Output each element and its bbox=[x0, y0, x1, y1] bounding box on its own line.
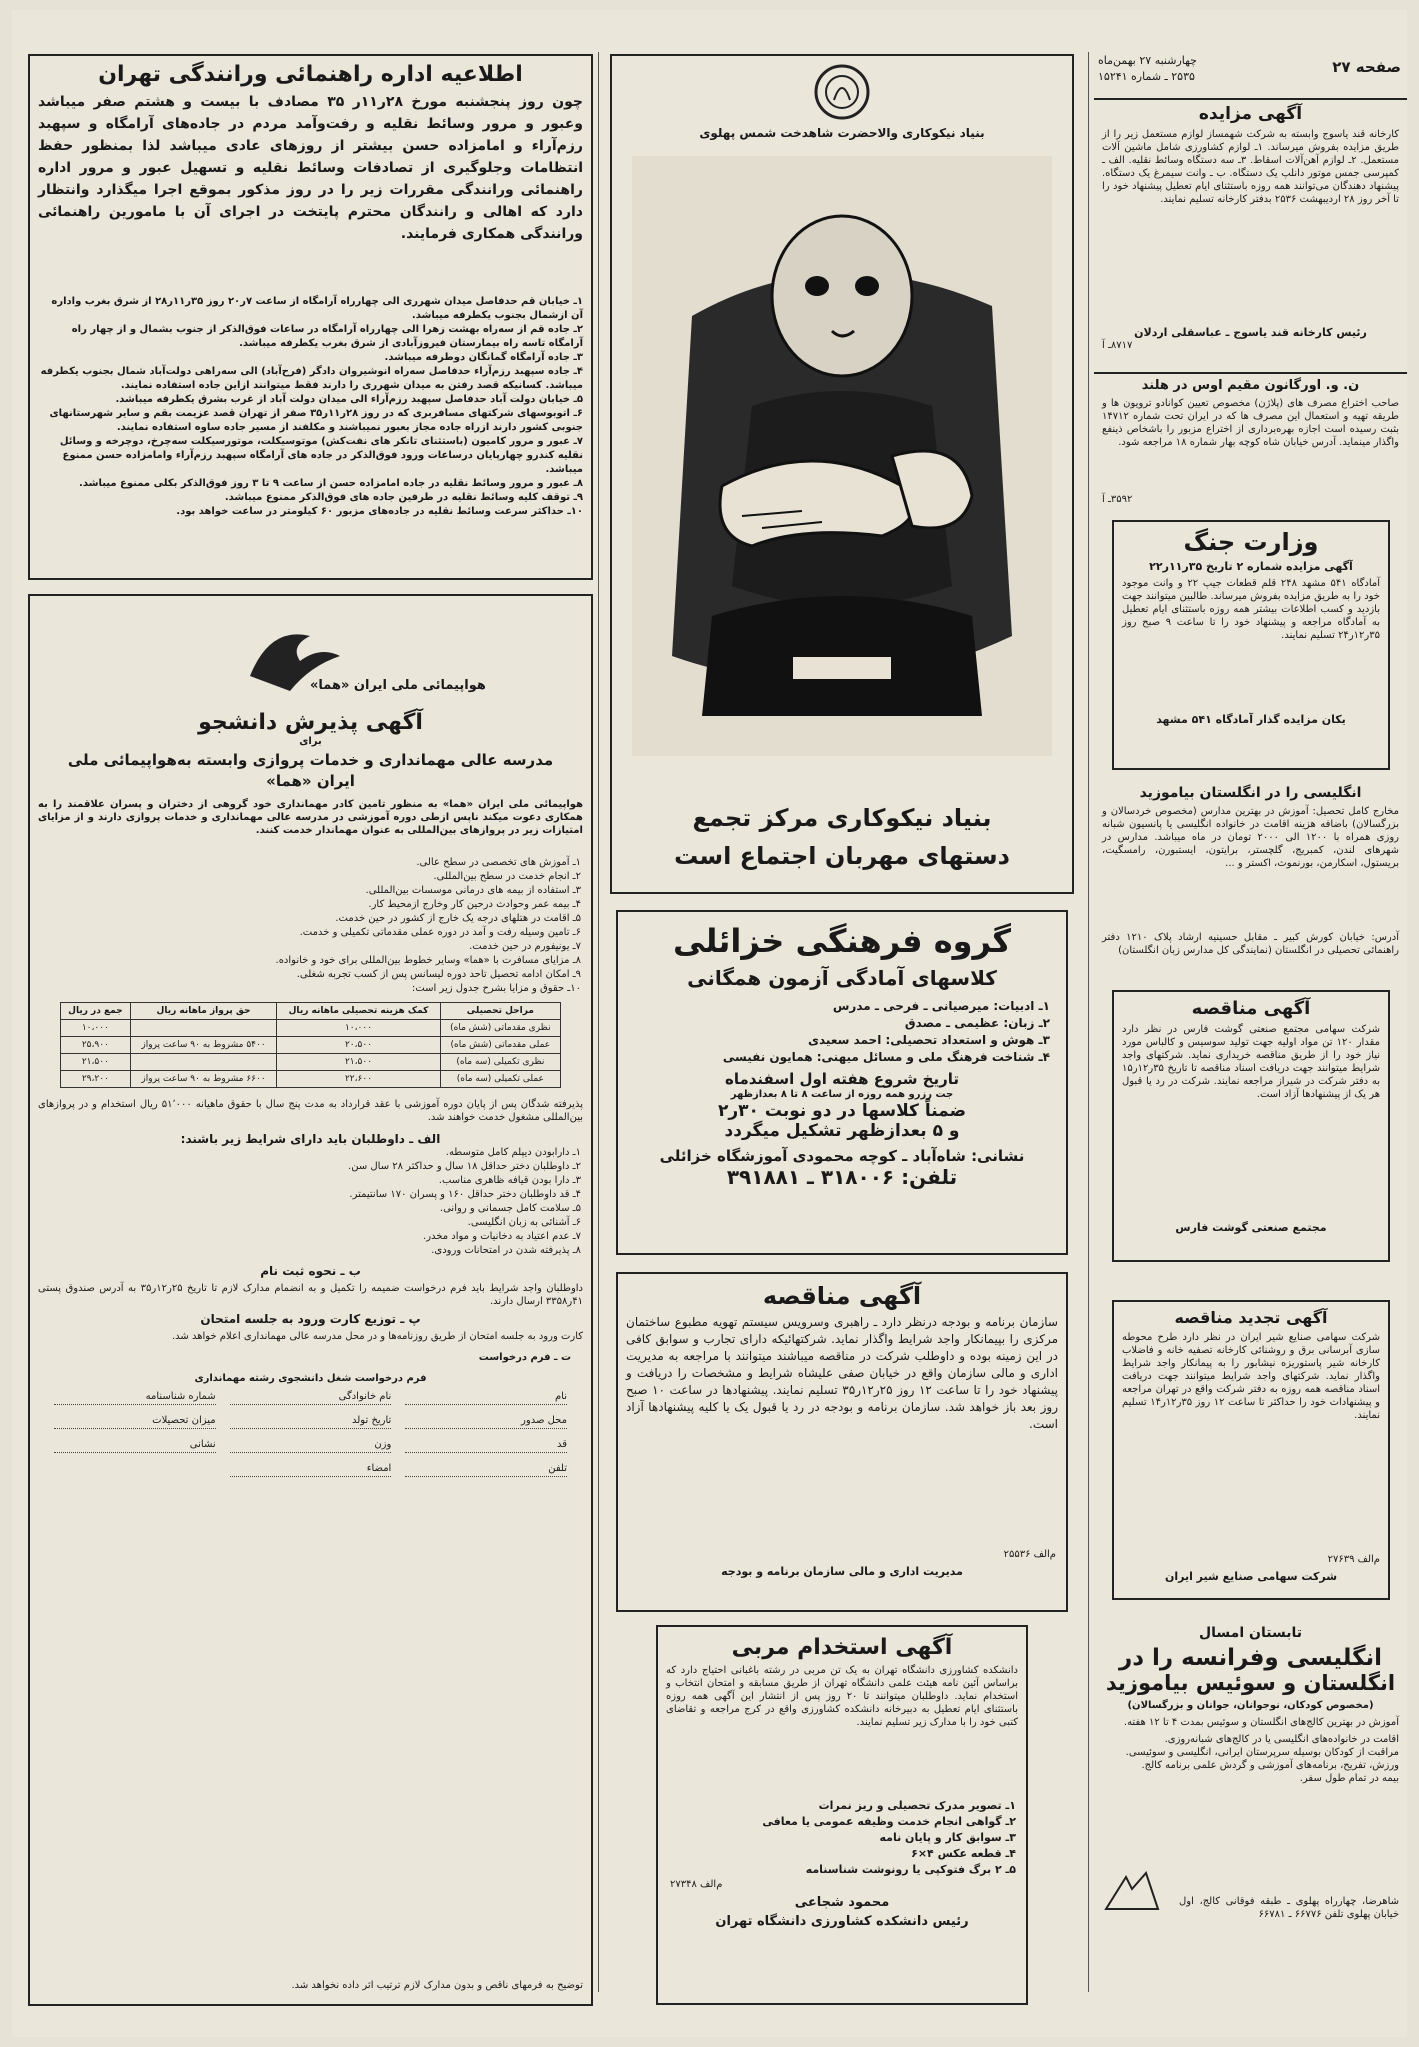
patent-body: صاحب اختراع مصرف های (پلاژن) مخصوص تعیین کوانادو ترویون ها و طریقه تهیه و استعمال این مصرف ها که در ایران تحت شماره ۱۴۷۱۲ بثبت رسیده است اجازه بهره‌برداری از اختراع مزبور را باشخاص ذینفع واگذار مینماید. آدرس خیابان شاه کوچه بهار شماره ۱۸ مراجعه شود. bbox=[1102, 398, 1399, 448]
homa-after-table: پذیرفته شدگان پس از پایان دوره آموزشی با عقد قرارداد به مدت پنج سال با حقوق ماهیانه ۵۱٬۰۰۰ ریال استخدام و در پروازهای بین‌المللی مشغول خدمت خواهند شد. bbox=[38, 1099, 583, 1123]
auction-title: آگهی مزایده bbox=[1198, 104, 1303, 124]
homa-condition: ۳ـ دارا بودن قیافه ظاهری مناسب. bbox=[438, 1175, 581, 1186]
traffic-rule: ۱۰ـ حداکثر سرعت وسائط نقلیه در جاده‌های مزبور ۶۰ کیلومتر در ساعت خواهد بود. bbox=[176, 506, 583, 517]
table-header: کمک هزینه تحصیلی ماهانه ریال bbox=[277, 1003, 440, 1020]
form-field: وزن bbox=[230, 1439, 392, 1453]
charity-slogan-1: بنیاد نیکوکاری مرکز تجمع bbox=[692, 804, 992, 832]
homa-condition: ۲ـ داوطلبان دختر حداقل ۱۸ سال و حداکثر ۲۸ سال سن. bbox=[348, 1161, 581, 1172]
meat-tender-title: آگهی مناقصه bbox=[1191, 998, 1311, 1019]
karaj-doc: ۳ـ سوابق کار و پایان نامه bbox=[879, 1831, 1016, 1844]
homa-intro: هواپیمائی ملی ایران «هما» به منظور تامین کادر مهمانداری خود گروهی از دختران و پسران علاقمند را به همکاری دعوت میکند ناپس ازطی دوره آموزشی در مدرسه عالی مهمانداری و خدمات پروازی دارند و از مزایای امتیازات زیر در پروازهای بین‌المللی به عنوان مهماندار خدمت کنند. bbox=[38, 799, 583, 836]
traffic-rule: ۵ـ خیابان دولت آباد حدفاصل سپهبد رزم‌آراء الی میدان دولت آباد از غرب بشرق یکطرفه میباشد. bbox=[115, 394, 583, 405]
form-field: تاریخ تولد bbox=[230, 1415, 392, 1429]
homa-footer: توضیح به فرمهای ناقص و بدون مدارک لازم ترتیب اثر داده نخواهد شد. bbox=[291, 1980, 583, 1991]
table-cell: عملی تکمیلی (سه ماه) bbox=[440, 1071, 560, 1088]
war-ministry-signature: یکان مزایده گذار آمادگاه ۵۴۱ مشهد bbox=[1156, 713, 1346, 726]
table-cell: نظری تکمیلی (سه ماه) bbox=[440, 1054, 560, 1071]
war-ministry-body: آمادگاه ۵۴۱ مشهد ۲۴۸ قلم قطعات جیپ ۲۲ و وانت موجود خود را به طریق مزایده بفروش میرساند. طالبین میتوانند جهت بازدید و کسب اطلاعات بیشتر همه روزه باستثنای ایام تعطیل به آمادگاه مراجعه و پیشنهاد خود را تا ساعت ۹ صبح روز ۳۵ر۱۲ر۲۴ تسلیم نمایند. bbox=[1122, 578, 1380, 641]
table-cell: ۲۱،۵۰۰ bbox=[61, 1054, 131, 1071]
form-field: میزان تحصیلات bbox=[54, 1415, 216, 1429]
table-cell: ۲۱،۵۰۰ bbox=[277, 1054, 440, 1071]
homa-benefit: ۶ـ تامین وسیله رفت و آمد در دوره عملی مقدماتی تکمیلی و خدمت. bbox=[299, 927, 581, 938]
khazaeli-sessions-2: و ۵ بعدازظهر تشکیل میگردد bbox=[724, 1121, 960, 1141]
table-cell: ۲۹،۲۰۰ bbox=[61, 1071, 131, 1088]
form-field: محل صدور bbox=[405, 1415, 567, 1429]
traffic-rule: ۱ـ خیابان قم حدفاصل میدان شهرری الی چهارراه آرامگاه از ساعت ۷ر۲۰ روز ۳۵ر۱۱ر۲۸ از شرق بغرب واداره آن ازشمال بجنوب یکطرفه میباشد. bbox=[51, 296, 583, 321]
page-number: صفحه ۲۷ bbox=[1332, 58, 1401, 76]
traffic-rule: ۴ـ جاده سپهبد رزم‌آراء حدفاصل سه‌راه انوشیروان دادگر (فرح‌آباد) الی سه‌راهی دولت‌آباد شمال بجنوب یکطرفه میباشد. کسانیکه قصد رفتن به میدان شهرری را دارند فقط میتوانند ازاین جاده استفاده نمایند. bbox=[40, 366, 583, 391]
homa-card-title: پ ـ توزیع کارت ورود به جلسه امتحان bbox=[200, 1312, 421, 1326]
form-field: امضاء bbox=[230, 1463, 392, 1477]
england-course bbox=[1094, 785, 1407, 975]
milk-tender-box bbox=[1112, 1300, 1390, 1600]
homa-condition: ۸ـ پذیرفته شدن در امتحانات ورودی. bbox=[431, 1245, 581, 1256]
homa-benefit: ۷ـ یونیفورم در حین خدمت. bbox=[469, 941, 581, 952]
form-field: نشانی bbox=[54, 1439, 216, 1453]
homa-benefit: ۲ـ انجام خدمت در سطح بین‌المللی. bbox=[433, 871, 581, 882]
summer-point: بیمه در تمام طول سفر. bbox=[1299, 1773, 1399, 1784]
auction-body: کارخانه قند یاسوج وابسته به شرکت شهمساز لوازم مستعمل زیر را از طریق مزایده بفروش میرساند. ۱ـ لوازم کشاورزی شامل ماشین آلات مستعمل. ۲ـ لوازم آهن‌آلات اسقاط. ۳ـ سه دستگاه وسائط نقلیه. الف ـ کمپرسی جمس موتور دانلپ یک دستگاه. ب ـ وانت سیمرغ یک دستگاه. پیشنهاد دهندگان می‌توانند همه روزه باستثنای ایام تعطیل پیشنهاد خود را تا آخر روز ۲۸ اردیبهشت ۲۵۳۶ بدفتر کارخانه تسلیم نمایند. bbox=[1102, 129, 1399, 205]
khazaeli-start: تاریخ شروع هفته اول اسفندماه bbox=[724, 1070, 960, 1088]
meat-tender-signature: مجتمع صنعتی گوشت فارس bbox=[1175, 1221, 1327, 1234]
traffic-rule: ۹ـ توقف کلیه وسائط نقلیه در طرفین جاده های فوق‌الذکر ممنوع میباشد. bbox=[224, 492, 583, 503]
budget-tender-ref: م‌الف ۲۵۵۳۶ bbox=[1003, 1549, 1056, 1560]
budget-tender-title: آگهی مناقصه bbox=[762, 1282, 922, 1310]
khazaeli-phone: تلفن: ۳۱۸۰۰۶ ـ ۳۹۱۸۸۱ bbox=[726, 1165, 958, 1189]
table-header: جمع در ریال bbox=[61, 1003, 131, 1020]
traffic-notice-box bbox=[28, 54, 593, 580]
masthead bbox=[1094, 52, 1407, 98]
middle-column bbox=[602, 10, 1082, 2037]
auction-ref: ۸۷۱۷ـ آ bbox=[1102, 340, 1133, 351]
khazaeli-subject: ۳ـ هوش و استعداد تحصیلی: احمد سعیدی bbox=[807, 1033, 1050, 1047]
left-column bbox=[28, 10, 593, 2037]
table-row bbox=[61, 1037, 561, 1054]
school-logo bbox=[1102, 1869, 1162, 1913]
homa-benefit: ۱ـ آموزش های تخصصی در سطح عالی. bbox=[416, 857, 581, 868]
homa-for: برای bbox=[299, 736, 322, 747]
summer-title-1: انگلیسی وفرانسه را در bbox=[1118, 1645, 1383, 1671]
homa-benefit: ۴ـ بیمه عمر وحوادث درحین کار وخارج ازمحیط کار. bbox=[368, 899, 581, 910]
summer-intro: آموزش در بهترین کالج‌های انگلستان و سوئیس بمدت ۴ تا ۱۲ هفته. bbox=[1123, 1717, 1399, 1728]
table-cell: ۱۰،۰۰۰ bbox=[61, 1020, 131, 1037]
table-cell: ۲۰،۵۰۰ bbox=[277, 1037, 440, 1054]
table-row bbox=[61, 1020, 561, 1037]
khazaeli-sessions-1: ضمناً کلاسها در دو نوبت ۳۰ر۲ bbox=[717, 1101, 967, 1121]
charity-header: بنیاد نیکوکاری والاحضرت شاهدخت شمس پهلوی bbox=[699, 126, 985, 140]
milk-tender-body: شرکت سهامی صنایع شیر ایران در نظر دارد طرح محوطه سازی آبرسانی برق و روشنائی کارخانه تصفیه خانه و فاضلاب کارخانه شیر پاستوریزه نیشابور را به پیمانکار واجد شرایط واگذار نماید. شرکتهای واجد شرایط میتوانند جهت دریافت اسناد مناقصه همه روزه به دفتر شرکت واقع در تهران مراجعه و پیشنهادات خود را حداکثر تا ساعت ۱۲ روز ۳۵ر۱۲ر۱۴ تسلیم نمایند. bbox=[1122, 1332, 1380, 1421]
patent-title: ن. و. اورگانون مقیم اوس در هلند bbox=[1141, 378, 1360, 393]
traffic-notice-title: اطلاعیه اداره راهنمائی ورانندگی تهران bbox=[98, 62, 523, 87]
homa-registration-body: داوطلبان واجد شرایط باید فرم درخواست ضمیمه را تکمیل و به انضمام مدارک لازم تا تاریخ ۲۵ر۱۲ر۳۵ به آدرس صندوق پستی ۴۱ر۳۳۵۸ ارسال دارند. bbox=[38, 1283, 584, 1307]
summer-point: ورزش، تفریح، برنامه‌های آموزشی و گردش علمی برنامه کالج. bbox=[1141, 1760, 1399, 1771]
form-field: نام bbox=[405, 1391, 567, 1405]
homa-ad-box bbox=[28, 594, 593, 2006]
karaj-doc: ۴ـ قطعه عکس ۴×۶ bbox=[911, 1847, 1016, 1860]
form-field: نام خانوادگی bbox=[230, 1391, 392, 1405]
charity-slogan-2: دستهای مهربان اجتماع است bbox=[674, 842, 1010, 870]
charity-poster bbox=[610, 54, 1074, 894]
summer-point: اقامت در خانواده‌های انگلیسی یا در کالج‌های شبانه‌روزی. bbox=[1164, 1734, 1399, 1745]
homa-logo-text: هواپیمائی ملی ایران «هما» bbox=[310, 678, 486, 693]
table-row bbox=[61, 1054, 561, 1071]
table-cell: ۱۰،۰۰۰ bbox=[277, 1020, 440, 1037]
homa-condition: ۵ـ سلامت کامل جسمانی و روانی. bbox=[439, 1203, 581, 1214]
homa-benefit: ۸ـ مزایای مسافرت با «هما» وسایر خطوط بین‌المللی برای خود و خانواده. bbox=[275, 955, 581, 966]
meat-tender-box bbox=[1112, 990, 1390, 1262]
homa-benefit: ۹ـ امکان ادامه تحصیل تاحد دوره لیسانس پس از کسب تجربه شغلی. bbox=[296, 969, 581, 980]
salary-table bbox=[60, 1002, 561, 1088]
right-column bbox=[1094, 10, 1407, 2037]
war-ministry-subtitle: آگهی مزایده شماره ۲ تاریخ ۳۵ر۱۱ر۲۲ bbox=[1149, 560, 1353, 573]
table-header: مراحل تحصیلی bbox=[440, 1003, 560, 1020]
summer-title-2: انگلستان و سوئیس بیاموزید bbox=[1105, 1671, 1396, 1695]
summer-course bbox=[1094, 1625, 1407, 1925]
karaj-doc: ۵ـ ۲ برگ فتوکپی یا رونوشت شناسنامه bbox=[805, 1863, 1016, 1876]
khazaeli-box bbox=[616, 910, 1068, 1255]
khazaeli-subject: ۴ـ شناخت فرهنگ ملی و مسائل میهنی: همایون نفیسی bbox=[722, 1050, 1050, 1064]
meat-tender-body: شرکت سهامی مجتمع صنعتی گوشت فارس در نظر دارد مقدار ۱۲۰ تن مواد اولیه جهت تولید سوسیس و کالباس مورد نیاز خود را از طریق مناقصه خریداری نماید. شرکتهای واجد شرایط میتوانند جهت دریافت اسناد مناقصه تا تاریخ ۳۵ر۱۲ر۱۵ به دفتر شرکت در شیراز مراجعه نمایند. شرکت در رد یا قبول هر یک از پیشنهادها آزاد است. bbox=[1122, 1024, 1380, 1100]
table-cell: عملی مقدماتی (شش ماه) bbox=[440, 1037, 560, 1054]
budget-tender-box bbox=[616, 1272, 1068, 1612]
england-course-body: مخارج کامل تحصیل: آموزش در بهترین مدارس (مخصوص خردسالان و بزرگسالان) باضافه هزینه اقامت در خانواده انگلیسی یا پانسیون شبانه روزی همراه با ۱۲۰۰ الی ۲۰۰۰ تومان در ماه میباشد. مدارس در شهرهای لندن، کمبریج، گلچستر، برایتون، ایستبورن، رامسگیت، بریستول، اسکارمن، بورنموث، اکستر و ... bbox=[1102, 806, 1399, 869]
table-cell bbox=[130, 1054, 277, 1071]
summer-contact: شاهرضا، چهارراه پهلوی ـ طبقه فوقانی کالج، اول خیابان پهلوی تلفن ۶۶۷۷۶ ـ ۶۶۷۸۱ bbox=[1179, 1896, 1399, 1920]
karaj-ref: م‌الف ۲۷۳۴۸ bbox=[670, 1879, 723, 1890]
newspaper-page bbox=[12, 10, 1407, 2037]
milk-tender-ref: م‌الف ۲۷۶۳۹ bbox=[1327, 1554, 1380, 1565]
khazaeli-title: گروه فرهنگی خزائلی bbox=[672, 922, 1012, 960]
form-field: قد bbox=[405, 1439, 567, 1453]
homa-form-title: ت ـ فرم درخواست bbox=[478, 1352, 571, 1363]
summer-point: مراقبت از کودکان بوسیله سرپرستان ایرانی، انگلیسی و سوئیسی. bbox=[1125, 1747, 1399, 1758]
charity-emblem bbox=[812, 62, 872, 122]
khazaeli-subtitle: کلاسهای آمادگی آزمون همگانی bbox=[687, 966, 997, 990]
homa-conditions-title: الف ـ داوطلبان باید دارای شرایط زیر باشند: bbox=[180, 1132, 441, 1146]
khazaeli-subject: ۲ـ زبان: عظیمی ـ مصدق bbox=[904, 1016, 1050, 1030]
england-course-title: انگلیسی را در انگلستان بیاموزید bbox=[1139, 785, 1362, 801]
patent-notice bbox=[1094, 378, 1407, 508]
table-header: حق پرواز ماهانه ریال bbox=[130, 1003, 277, 1020]
karaj-hiring-body: دانشکده کشاورزی دانشگاه تهران به یک تن مربی در رشته باغبانی احتیاج دارد که براساس آئین نامه هیئت علمی دانشگاه تهران از طریق مسابقه و امتحان انتخاب و استخدام نماید. داوطلبان میتوانند تا ۲۰ روز پس از انتشار این آگهی همه روزه باستثنای ایام تعطیل به دبیرخانه دانشکده کشاورزی واقع در کرج مراجعه و تقاضای کتبی خود را با مدارک زیر تسلیم نمایند. bbox=[666, 1665, 1018, 1728]
khazaeli-address: نشانی: شاه‌آباد ـ کوچه محمودی آموزشگاه خزائلی bbox=[659, 1147, 1025, 1165]
homa-benefit: ۱۰ـ حقوق و مزایا بشرح جدول زیر است: bbox=[411, 983, 581, 994]
traffic-rule: ۶ـ اتوبوسهای شرکتهای مسافربری که در روز ۲۸ر۱۱ر۳۵ صفر از تهران قصد عزیمت بقم و سایر شهرستانهای جنوبی کشور دارند ازراه جاده مجاز بعبور نمیباشند و مکلفند از مسیر جاده ساوه استفاده نمایند. bbox=[49, 408, 583, 433]
date-line: چهارشنبه ۲۷ بهمن‌ماه bbox=[1098, 54, 1197, 67]
karaj-signer-name: محمود شجاعی bbox=[794, 1895, 890, 1910]
karaj-doc: ۱ـ تصویر مدرک تحصیلی و ریز نمرات bbox=[818, 1799, 1016, 1812]
milk-tender-signature: شرکت سهامی صنایع شیر ایران bbox=[1164, 1570, 1338, 1583]
khazaeli-subject: ۱ـ ادبیات: میرصیانی ـ فرحی ـ مدرس bbox=[832, 999, 1050, 1013]
table-cell: ۲۵،۹۰۰ bbox=[61, 1037, 131, 1054]
karaj-signer-title: رئیس دانشکده کشاورزی دانشگاه تهران bbox=[715, 1914, 969, 1929]
traffic-rule: ۷ـ عبور و مرور کامیون (باستثنای تانکر های نفت‌کش) موتوسیکلت، موتورسیکلت سه‌چرخ، دوچرخه و وسائل نقلیه کندرو چهارپایان درساعات ورود فوق‌الذکر در جاده های آرامگاه سپهبد رزم‌آراء وامامزاده حسن ممنوع میباشد. bbox=[59, 436, 583, 475]
form-field: تلفن bbox=[405, 1463, 567, 1477]
homa-registration-title: ب ـ نحوه ثبت نام bbox=[260, 1264, 361, 1278]
karaj-doc: ۲ـ گواهی انجام خدمت وظیفه عمومی یا معافی bbox=[762, 1815, 1016, 1828]
traffic-notice-body: چون روز پنجشنبه مورخ ۲۸ر۱۱ر ۳۵ مصادف با بیست و هشتم صفر میباشد وعبور و مرور وسائط نقلیه و رفت‌وآمد مردم در جاده‌های آرامگاه و سپهبد رزم‌آراء و امامزاده حسن بیشتر از روزهای عادی میباشد لذا بمنظور حفظ انتظامات وجلوگیری از تصادفات وسائط نقلیه و تسهیل عبور و مرور اداره راهنمائی ورانندگی مقررات زیر را در روز مذکور بموقع اجرا میگذارد وانتظار دارد که اهالی و رانندگان محترم پایتخت در اجرای آن با مامورین راهنمائی ورانندگی همکاری فرمایند. bbox=[38, 94, 583, 242]
war-ministry-title: وزارت جنگ bbox=[1183, 528, 1319, 556]
summer-kicker: تابستان امسال bbox=[1199, 1625, 1302, 1641]
homa-title: آگهی پذیرش دانشجو bbox=[198, 710, 423, 735]
homa-benefit: ۵ـ اقامت در هتلهای درجه یک خارج از کشور در حین خدمت. bbox=[335, 913, 581, 924]
homa-form-heading: فرم درخواست شغل دانشجوی رشته مهمانداری bbox=[194, 1373, 427, 1384]
table-cell: نظری مقدماتی (شش ماه) bbox=[440, 1020, 560, 1037]
karaj-hiring-title: آگهی استخدام مربی bbox=[731, 1635, 953, 1660]
table-cell: ۵۴۰۰ مشروط به ۹۰ ساعت پرواز bbox=[130, 1037, 277, 1054]
homa-subtitle: مدرسه عالی مهمانداری و خدمات پروازی وابسته به‌هواپیمائی ملی ایران «هما» bbox=[67, 751, 554, 790]
form-field: شماره شناسنامه bbox=[54, 1391, 216, 1405]
auction-signature: رئیس کارخانه قند یاسوج ـ عباسقلی اردلان bbox=[1134, 326, 1367, 339]
milk-tender-title: آگهی تجدید مناقصه bbox=[1174, 1308, 1328, 1327]
khazaeli-hours: جت رزرو همه روزه از ساعت ۸ تا ۸ بعدازظهر bbox=[730, 1089, 954, 1100]
homa-condition: ۶ـ آشنائی به زبان انگلیسی. bbox=[467, 1217, 581, 1228]
homa-condition: ۷ـ عدم اعتیاد به دخانیات و مواد مخدر. bbox=[423, 1231, 581, 1242]
homa-benefit: ۳ـ استفاده از بیمه های درمانی موسسات بین‌المللی. bbox=[365, 885, 581, 896]
table-cell: ۶۶۰۰ مشروط به ۹۰ ساعت پرواز bbox=[130, 1071, 277, 1088]
homa-card-body: کارت ورود به جلسه امتحان از طریق روزنامه‌ها و در محل مدرسه عالی مهمانداری اعلام خواهد شد. bbox=[171, 1331, 583, 1342]
traffic-rule: ۳ـ جاده آرامگاه گمانگان دوطرفه میباشد. bbox=[384, 352, 583, 363]
traffic-rule: ۸ـ عبور و مرور وسائط نقلیه در جاده امامزاده حسن از ساعت ۹ تا ۳ روز فوق‌الذکر بکلی ممنوع میباشد. bbox=[79, 478, 583, 489]
charity-illustration bbox=[632, 156, 1052, 756]
england-course-address: آدرس: خیابان کورش کبیر ـ مقابل حسینیه ارشاد پلاک ۱۲۱۰ دفتر راهنمائی تحصیلی در انگلستان (نمایندگی کل مدارس زبان انگلستان) bbox=[1102, 932, 1399, 956]
karaj-hiring-box bbox=[656, 1625, 1028, 2005]
table-cell: ۲۲،۶۰۰ bbox=[277, 1071, 440, 1088]
table-row bbox=[61, 1071, 561, 1088]
homa-condition: ۱ـ دارابودن دیپلم کامل متوسطه. bbox=[445, 1147, 581, 1158]
application-form bbox=[54, 1391, 567, 1477]
homa-condition: ۴ـ قد داوطلبان دختر حداقل ۱۶۰ و پسران ۱۷۰ سانتیمتر. bbox=[349, 1189, 581, 1200]
table-cell bbox=[130, 1020, 277, 1037]
war-ministry-box bbox=[1112, 520, 1390, 770]
auction-notice bbox=[1094, 104, 1407, 366]
patent-ref: ۳۵۹۲ـ آ bbox=[1102, 494, 1133, 505]
budget-tender-body: سازمان برنامه و بودجه درنظر دارد ـ راهبری وسرویس سیستم تهویه مطبوع ساختمان مرکزی را بپیمانکار واجد شرایط واگذار نماید. شرکتهائیکه دارای تجارب و سوابق کافی در این زمینه بوده و داوطلب شرکت در مناقصه میباشند میتوانند با مراجعه به مدیریت اداری و مالی سازمان واقع در خیابان صفی علیشاه شرایط و مشخصات را دریافت و پیشنهاد خود را تا ساعت ۱۲ روز ۲۵ر۱۲ر۳۵ تسلیم نمایند. پیشنهادها در ساعت ۱۰ صبح روز بعد باز خواهد شد. سازمان برنامه و بودجه در رد یا قبول یک یا کلیه پیشنهادها آزاد است. bbox=[626, 1315, 1059, 1431]
issue-line: ۲۵۳۵ ـ شماره ۱۵۲۴۱ bbox=[1098, 70, 1195, 83]
summer-audience: (مخصوص کودکان، نوجوانان، جوانان و بزرگسالان) bbox=[1127, 1700, 1374, 1711]
budget-tender-signature: مدیریت اداری و مالی سازمان برنامه و بودجه bbox=[721, 1565, 963, 1578]
traffic-rule: ۲ـ جاده قم از سه‌راه بهشت زهرا الی چهارراه آرامگاه در ساعات فوق‌الذکر از جنوب بشمال و از چهار راه آرامگاه تاسه راه بیمارستان فیروزآبادی از شرق بغرب یکطرفه میباشد. bbox=[71, 324, 583, 349]
